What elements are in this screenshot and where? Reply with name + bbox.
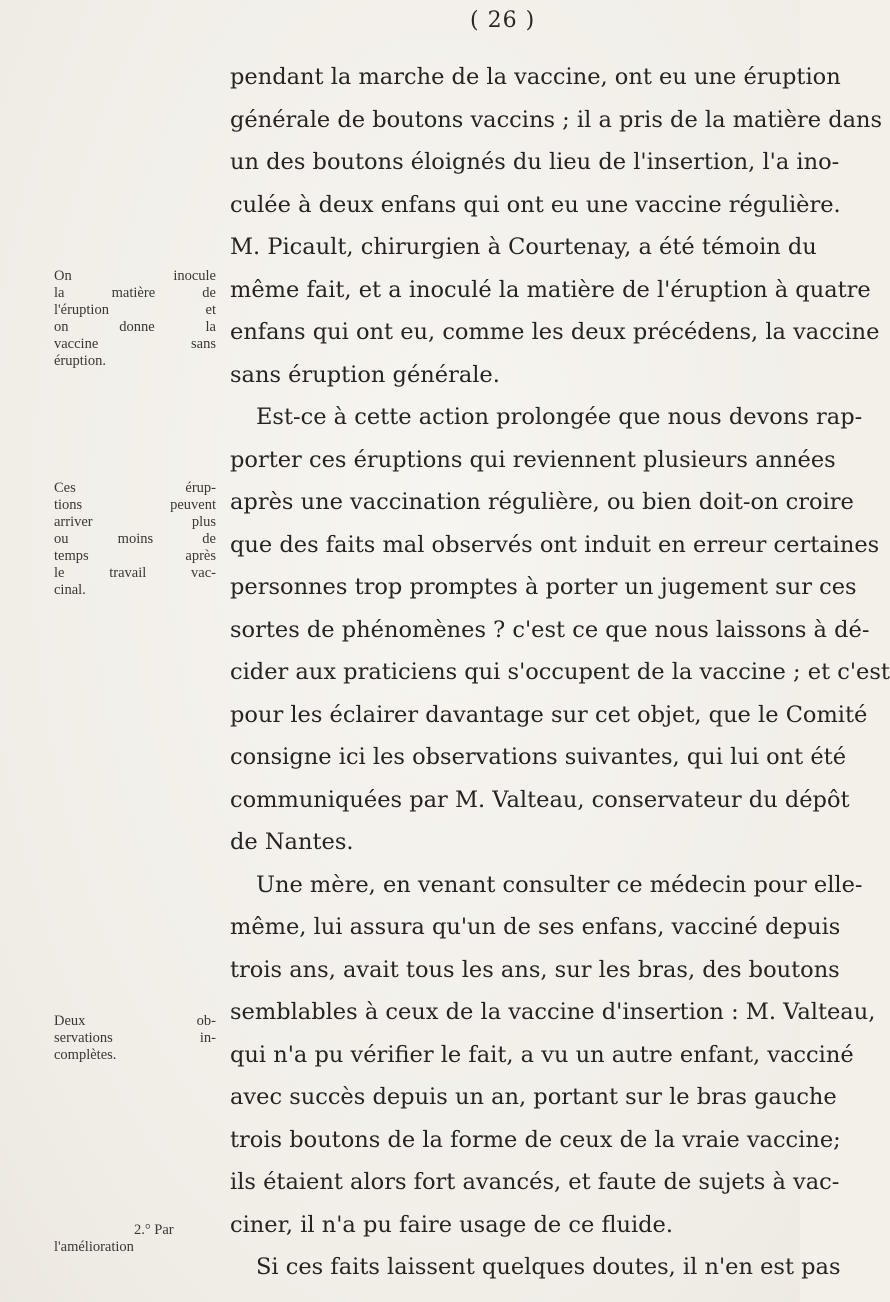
text-line: générale de boutons vaccins ; il a pris de la matière dans <box>230 106 883 133</box>
text-line: même, lui assura qu'un de ses enfans, vacciné depuis <box>230 914 841 940</box>
text-line: pour les éclairer davantage sur cet objet, que le Comité <box>230 701 868 728</box>
margin-note-line: temps après <box>54 548 216 564</box>
text-line: consigne ici les observations suivantes, qui lui ont été <box>230 744 847 770</box>
text-line: de Nantes. <box>230 829 354 855</box>
margin-note-line: ou moins de <box>54 531 216 547</box>
margin-note-line: le travail vac- <box>54 565 216 581</box>
margin-note-line: 2.° Par <box>134 1222 174 1238</box>
margin-note-line: vaccine sans <box>54 336 216 352</box>
text-line: communiquées par M. Valteau, conservateur du dépôt <box>230 786 850 813</box>
margin-note-line: cinal. <box>54 582 86 598</box>
text-line: M. Picault, chirurgien à Courtenay, a été témoin du <box>230 234 817 260</box>
page-number: ( 26 ) <box>470 8 536 33</box>
text-line: personnes trop promptes à porter un jugement sur ces <box>230 574 857 600</box>
margin-note-line: la matière de <box>54 285 216 301</box>
text-line: pendant la marche de la vaccine, ont eu une éruption <box>230 64 841 90</box>
text-line: cider aux praticiens qui s'occupent de la vaccine ; et c'est <box>230 659 890 685</box>
margin-note-line: On inocule <box>54 268 216 284</box>
margin-note-line: Deux ob- <box>54 1013 216 1029</box>
text-line: porter ces éruptions qui reviennent plusieurs années <box>230 446 836 473</box>
text-line: qui n'a pu vérifier le fait, a vu un autre enfant, vacciné <box>230 1041 854 1068</box>
text-line: avec succès depuis un an, portant sur le bras gauche <box>230 1084 837 1110</box>
text-line: Est-ce à cette action prolongée que nous devons rap- <box>256 404 863 430</box>
body-text <box>230 56 890 1289</box>
text-line: même fait, et a inoculé la matière de l'éruption à quatre <box>230 276 871 303</box>
margin-note-line: servations in- <box>54 1030 216 1046</box>
text-line: enfans qui ont eu, comme les deux précédens, la vaccine <box>230 319 880 345</box>
margin-note-eruptions <box>54 480 216 599</box>
margin-note-observations <box>54 1013 216 1064</box>
text-line: sortes de phénomènes ? c'est ce que nous laissons à dé- <box>230 616 870 643</box>
margin-note-amelioration <box>54 1222 216 1256</box>
margin-note-line: on donne la <box>54 319 216 335</box>
margin-note-line: l'amélioration <box>54 1239 134 1255</box>
text-line: trois ans, avait tous les ans, sur les bras, des boutons <box>230 956 840 983</box>
text-line: culée à deux enfans qui ont eu une vaccine régulière. <box>230 191 841 218</box>
margin-note-line: complètes. <box>54 1047 117 1063</box>
text-line: ils étaient alors fort avancés, et faute de sujets à vac- <box>230 1169 840 1195</box>
text-line: que des faits mal observés ont induit en erreur certaines <box>230 531 880 558</box>
text-line: ciner, il n'a pu faire usage de ce fluide. <box>230 1211 674 1238</box>
text-line: semblables à ceux de la vaccine d'insertion : M. Valteau, <box>230 999 876 1025</box>
text-line: un des boutons éloignés du lieu de l'insertion, l'a ino- <box>230 149 840 175</box>
margin-note-line: arriver plus <box>54 514 216 530</box>
margin-note-inoculation <box>54 268 216 370</box>
margin-note-line: éruption. <box>54 353 106 369</box>
text-line: sans éruption générale. <box>230 361 500 388</box>
text-line: Une mère, en venant consulter ce médecin pour elle- <box>256 871 863 898</box>
margin-note-line: Ces érup- <box>54 480 216 496</box>
text-line: après une vaccination régulière, ou bien doit-on croire <box>230 489 854 515</box>
margin-note-line: tions peuvent <box>54 497 216 513</box>
text-line: Si ces faits laissent quelques doutes, il n'en est pas <box>256 1254 841 1280</box>
margin-note-line: l'éruption et <box>54 302 216 318</box>
text-line: trois boutons de la forme de ceux de la vraie vaccine; <box>230 1126 841 1153</box>
